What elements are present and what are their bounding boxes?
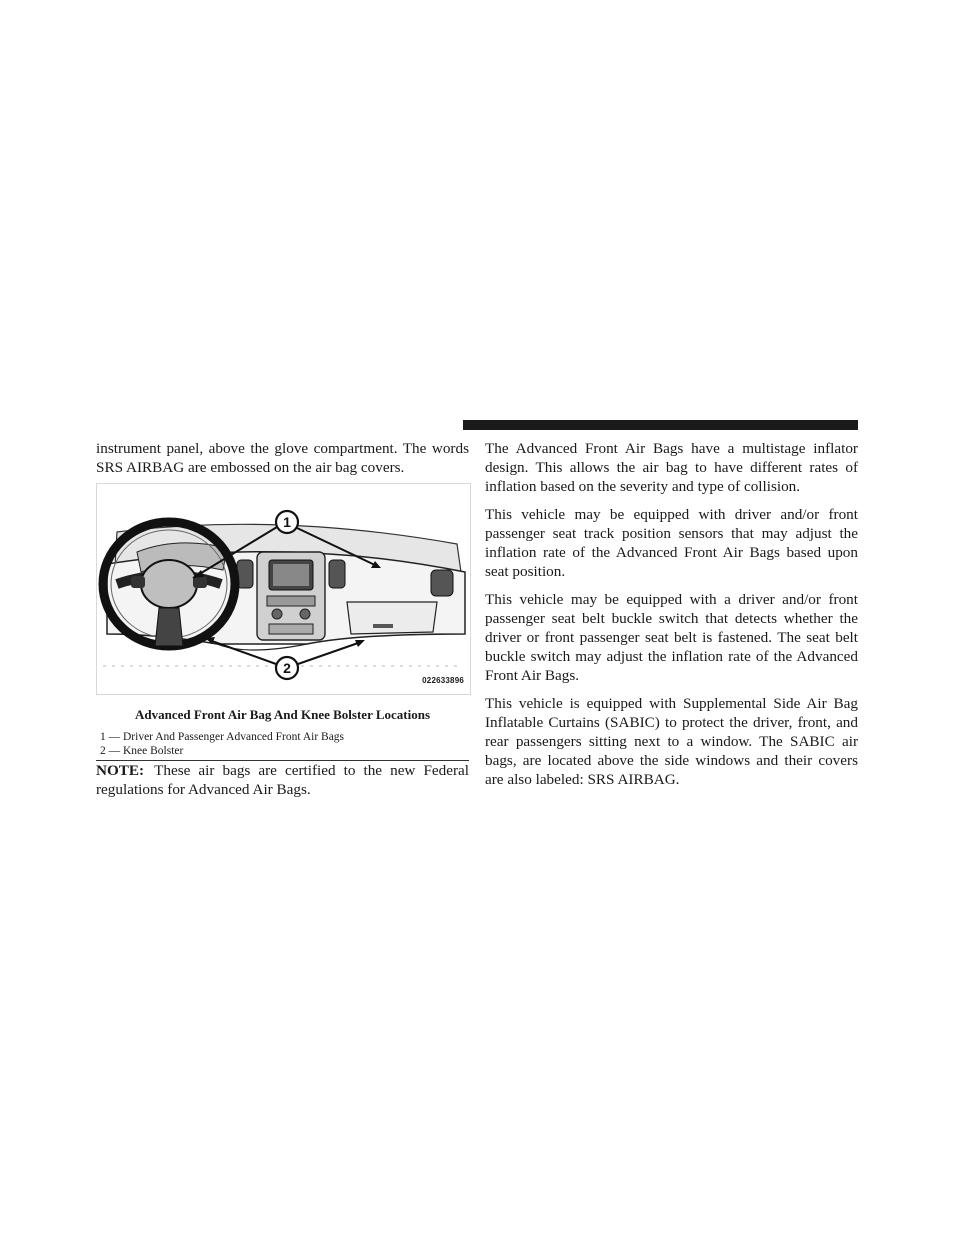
dashboard-drawing bbox=[97, 484, 470, 694]
section-header-bar bbox=[463, 420, 858, 430]
figure-code: 022633896 bbox=[422, 676, 464, 685]
paragraph-sabic: This vehicle is equipped with Supplemental Side Air Bag Inflatable Curtains (SABIC) to protect the driver, front, and rear passengers sitting next to a window. The SABIC air bags, are located above the side windows and their covers are also labeled: SRS AIRBAG. bbox=[485, 695, 858, 788]
figure-caption: Advanced Front Air Bag And Knee Bolster Locations bbox=[134, 707, 431, 722]
callout-2-label: 2 bbox=[283, 660, 291, 676]
note-paragraph bbox=[96, 761, 469, 799]
intro-paragraph: instrument panel, above the glove compartment. The words SRS AIRBAG are embossed on the air bag covers. bbox=[96, 440, 469, 476]
note-label: NOTE: bbox=[96, 762, 145, 779]
dashboard-illustration bbox=[96, 483, 471, 695]
callout-1-label: 1 bbox=[283, 514, 291, 530]
legend-item-1: 1 — Driver And Passenger Advanced Front Air Bags bbox=[100, 731, 345, 743]
figure-legend bbox=[96, 730, 469, 761]
right-column bbox=[485, 439, 858, 798]
left-column bbox=[96, 439, 469, 808]
paragraph-seat-track-sensors: This vehicle may be equipped with driver and/or front passenger seat track position sensors that may adjust the inflation rate of the Advanced Front Air Bags based upon seat position. bbox=[485, 506, 858, 580]
legend-item-2: 2 — Knee Bolster bbox=[100, 745, 184, 757]
note-text: These air bags are certified to the new Federal regulations for Advanced Air Bags. bbox=[96, 762, 469, 798]
paragraph-multistage-inflator: The Advanced Front Air Bags have a multistage inflator design. This allows the air bag to have different rates of inflation based on the severity and type of collision. bbox=[485, 440, 858, 495]
paragraph-seat-belt-switch: This vehicle may be equipped with a driver and/or front passenger seat belt buckle switch that detects whether the driver or front passenger seat belt is fastened. The seat belt buckle switch may adjust the inflation rate of the Advanced Front Air Bags. bbox=[485, 591, 858, 684]
